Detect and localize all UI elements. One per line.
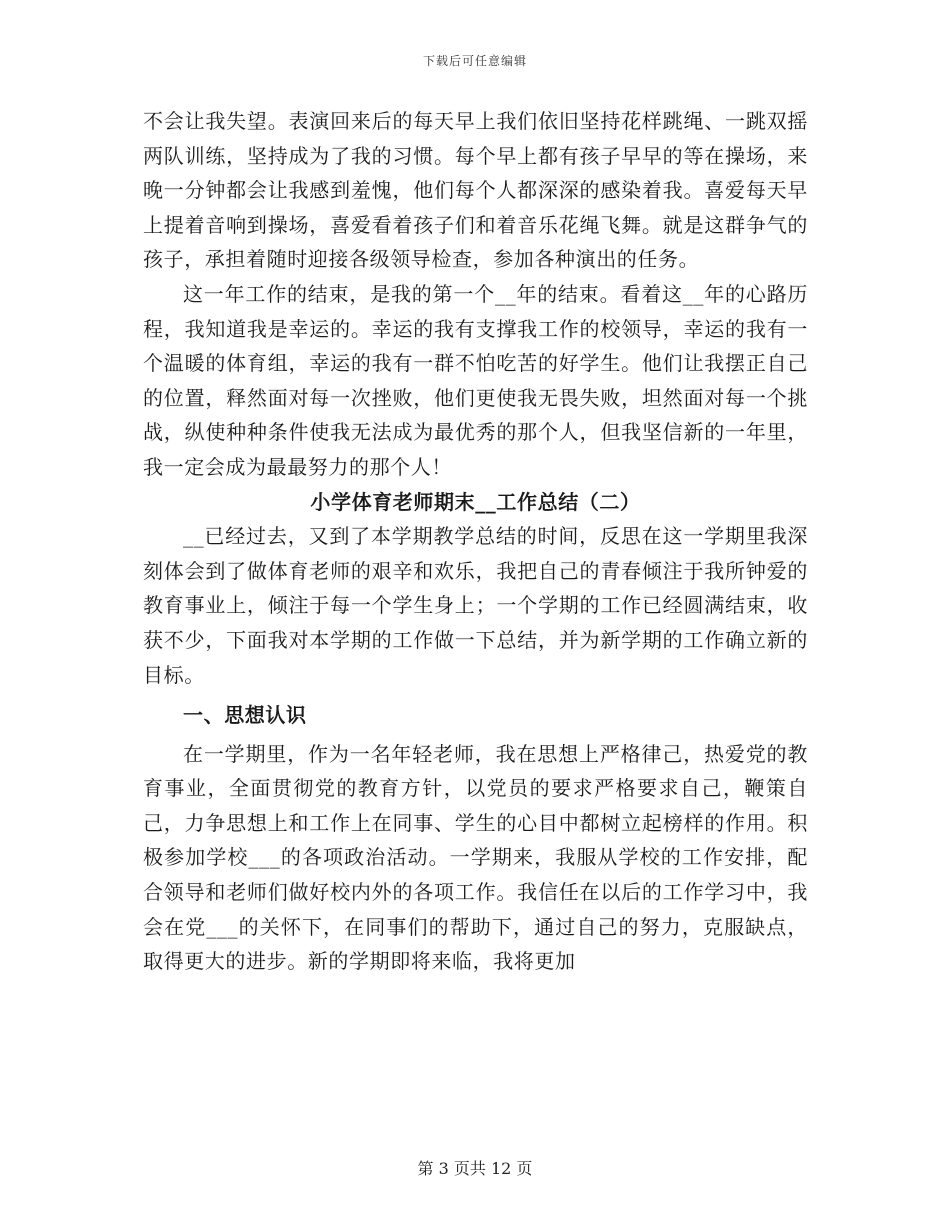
section-heading: 一、思想认识 — [183, 703, 307, 728]
section-title: 小学体育老师期末__工作总结（二） — [310, 489, 641, 514]
page-header: 下载后可任意编辑 — [422, 54, 527, 68]
document-body — [143, 104, 808, 979]
paragraph-2: 这一年工作的结束，是我的第一个__年的结束。看着这__年的心路历程，我知道我是幸运的。幸运的我有支撑我工作的校领导，幸运的我有一个温暖的体育组，幸运的我有一群不怕吃苦的好学生。他们让我摆正自己的位置，释然面对每一次挫败，他们更使我无畏失败，坦然面对每一个挑战，纵使种种条件使我无法成为最优秀的那个人，但我坚信新的一年里，我一定会成为最最努力的那个人！ — [143, 281, 808, 479]
paragraph-4: 在一学期里，作为一名年轻老师，我在思想上严格律己，热爱党的教育事业，全面贯彻党的教育方针，以党员的要求严格要求自己，鞭策自己，力争思想上和工作上在同事、学生的心目中都树立起榜样的作用。积极参加学校___的各项政治活动。一学期来，我服从学校的工作安排，配合领导和老师们做好校内外的各项工作。我信任在以后的工作学习中，我会在党___的关怀下，在同事们的帮助下，通过自己的努力，克服缺点，取得更大的进步。新的学期即将来临，我将更加 — [143, 741, 808, 974]
paragraph-1: 不会让我失望。表演回来后的每天早上我们依旧坚持花样跳绳、一跳双摇两队训练，坚持成为了我的习惯。每个早上都有孩子早早的等在操场，来晚一分钟都会让我感到羞愧，他们每个人都深深的感染着我。喜爱每天早上提着音响到操场，喜爱看着孩子们和着音乐花绳飞舞。就是这群争气的孩子，承担着随时迎接各级领导检查，参加各种演出的任务。 — [143, 109, 808, 272]
paragraph-3: __已经过去，又到了本学期教学总结的时间，反思在这一学期里我深刻体会到了做体育老师的艰辛和欢乐，我把自己的青春倾注于我所钟爱的教育事业上，倾注于每一个学生身上；一个学期的工作已经圆满结束，收获不少，下面我对本学期的工作做一下总结，并为新学期的工作确立新的目标。 — [143, 524, 808, 687]
page-footer: 第 3 页共 12 页 — [417, 1159, 533, 1178]
